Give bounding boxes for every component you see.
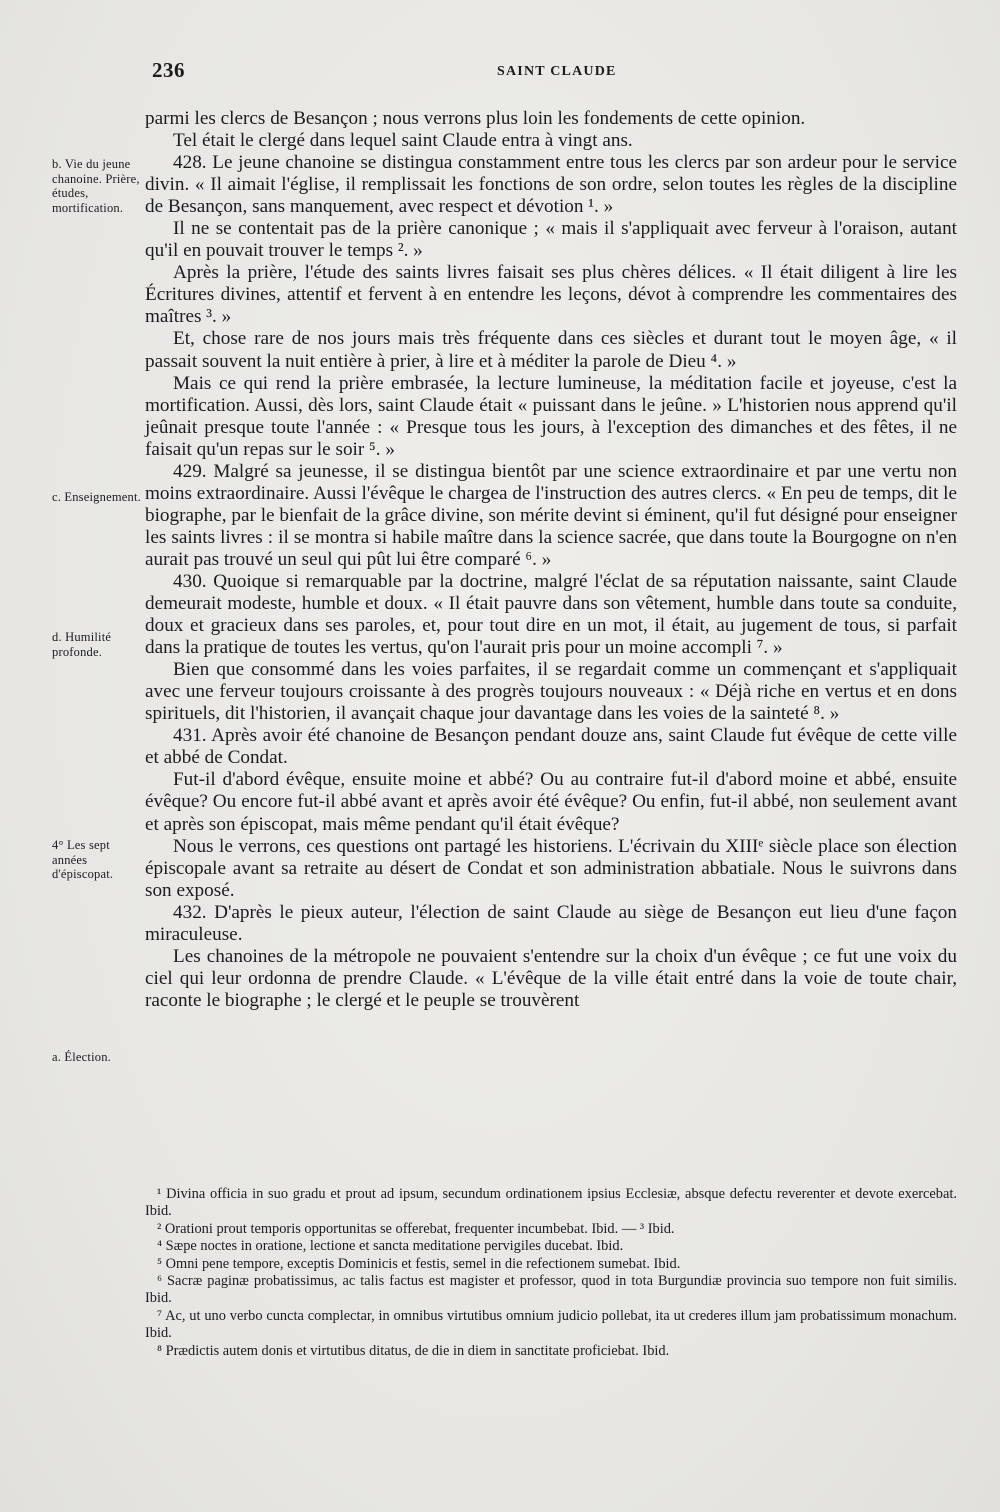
paragraph: Il ne se contentait pas de la prière canonique ; « mais il s'appliquait avec ferveur à l'oraison, autant qu'il en pouvait trouver le temps ². »: [145, 218, 957, 262]
paragraph: 430. Quoique si remarquable par la doctrine, malgré l'éclat de sa réputation naissante, saint Claude demeurait modeste, humble et doux. « Il était pauvre dans son vêtement, humble dans toute sa conduite, doux et gracieux dans ses paroles, et, pour tout dire en un mot, il était, au jugement de tous, si parfait dans la pratique de toutes les vertus, qu'on l'aurait pris pour un moine accompli ⁷. »: [145, 570, 957, 659]
paragraph: Et, chose rare de nos jours mais très fréquente dans ces siècles et durant tout le moyen âge, « il passait souvent la nuit entière à prier, à lire et à méditer la parole de Dieu ⁴. »: [145, 328, 957, 372]
footnotes: [145, 1186, 957, 1360]
running-head: SAINT CLAUDE: [497, 64, 617, 79]
paragraph: Fut-il d'abord évêque, ensuite moine et abbé? Ou au contraire fut-il d'abord moine et abbé, ensuite évêque? Ou encore fut-il abbé avant et après avoir été évêque? Ou enfin, fut-il abbé, non seulement avant et après son épiscopat, mais même pendant qu'il était évêque?: [145, 769, 957, 835]
margin-note-election: a. Élection.: [52, 1050, 111, 1064]
main-text: [145, 108, 957, 1012]
margin-note-humilite: d. Humilité profonde.: [52, 630, 112, 659]
paragraph: Nous le verrons, ces questions ont partagé les historiens. L'écrivain du XIIIᵉ siècle place son élection épiscopale avant sa retraite au désert de Condat et son administration abbatiale. Nous le suivrons dans son exposé.: [145, 835, 957, 901]
paragraph: Mais ce qui rend la prière embrasée, la lecture lumineuse, la méditation facile et joyeuse, c'est la mortification. Aussi, dès lors, saint Claude était « puissant dans le jeûne. » L'historien nous apprend qu'il jeûnait presque toute l'année : « Presque tous les jours, à l'exception des dimanches et des fêtes, il ne faisait qu'un repas sur le soir ⁵. »: [145, 372, 957, 460]
margin-note-enseignement: c. Enseignement.: [52, 490, 141, 504]
paragraph: 428. Le jeune chanoine se distingua constamment entre tous les clercs par son ardeur pour le service divin. « Il aimait l'église, il remplissait les fonctions de son ordre, selon toutes les règles de la discipline de Besançon, sans manquement, avec respect et dévotion ¹. »: [145, 152, 957, 218]
paragraph: 429. Malgré sa jeunesse, il se distingua bientôt par une science extraordinaire et par une vertu non moins extraordinaire. Aussi l'évêque le chargea de l'instruction des autres clercs. « En peu de temps, dit le biographe, par le bienfait de la grâce divine, son mérite devint si éminent, qu'il fut désigné pour enseigner les saints livres : il se montra si habile maître dans la science sacrée, que dans toute la Bourgogne on n'en aurait pas trouvé un seul qui pût lui être comparé ⁶. »: [145, 460, 957, 570]
paragraph: 431. Après avoir été chanoine de Besançon pendant douze ans, saint Claude fut évêque de cette ville et abbé de Condat.: [145, 725, 957, 769]
margin-note-episcopat: 4° Les sept années d'épiscopat.: [52, 838, 114, 881]
footnote: ⁸ Prædictis autem donis et virtutibus ditatus, de die in diem in sanctitate proficiebat. Ibid.: [157, 1342, 670, 1359]
footnote: ² Orationi prout temporis opportunitas se offerebat, frequenter incumbebat. Ibid. — ³ Ibid.: [157, 1220, 675, 1237]
paragraph: Les chanoines de la métropole ne pouvaient s'entendre sur la choix d'un évêque ; ce fut une voix du ciel qui leur ordonna de prendre Claude. « L'évêque de la ville était entré dans la voie de toute chair, raconte le biographe ; le clergé et le peuple se trouvèrent: [145, 945, 957, 1011]
footnote: ⁷ Ac, ut uno verbo cuncta complectar, in omnibus virtutibus omnium judicio pollebat, ita ut crederes illum jam probatissimum monachum. Ibid.: [145, 1307, 957, 1342]
footnote: ⁵ Omni pene tempore, exceptis Dominicis et festis, semel in die refectionem sumebat. Ibid.: [157, 1255, 681, 1272]
paragraph: Après la prière, l'étude des saints livres faisait ses plus chères délices. « Il était diligent à lire les Écritures divines, attentif et fervent à en entendre les leçons, dévot à comprendre les commentaires des maîtres ³. »: [145, 262, 957, 328]
paragraph: Tel était le clergé dans lequel saint Claude entra à vingt ans.: [173, 130, 633, 152]
page-number: 236: [152, 58, 185, 82]
footnote: ¹ Divina officia in suo gradu et prout ad ipsum, secundum ordinationem ipsius Ecclesiæ, absque defectu reverenter et devote exercebat. Ibid.: [145, 1186, 957, 1220]
page-header: [0, 58, 1000, 88]
footnote: ⁴ Sæpe noctes in oratione, lectione et sancta meditatione pervigiles ducebat. Ibid.: [157, 1238, 624, 1255]
paragraph: Bien que consommé dans les voies parfaites, il se regardait comme un commençant et s'appliquait avec une ferveur toujours croissante à des progrès toujours nouveaux : « Déjà riche en vertus et en dons spirituels, dit l'historien, il avançait chaque jour davantage dans les voies de la sainteté ⁸. »: [145, 659, 957, 725]
paragraph: parmi les clercs de Besançon ; nous verrons plus loin les fondements de cette opinion.: [145, 108, 806, 129]
paragraph: 432. D'après le pieux auteur, l'élection de saint Claude au siège de Besançon eut lieu d'une façon miraculeuse.: [145, 901, 957, 945]
footnote: ⁶ Sacræ paginæ probatissimus, ac talis factus est magister et professor, quod in tota Burgundiæ provincia suo tempore non fuit similis. Ibid.: [145, 1273, 957, 1307]
margin-note-vie-du-chanoine: b. Vie du jeune chanoine. Prière, études, mortification.: [52, 157, 140, 215]
